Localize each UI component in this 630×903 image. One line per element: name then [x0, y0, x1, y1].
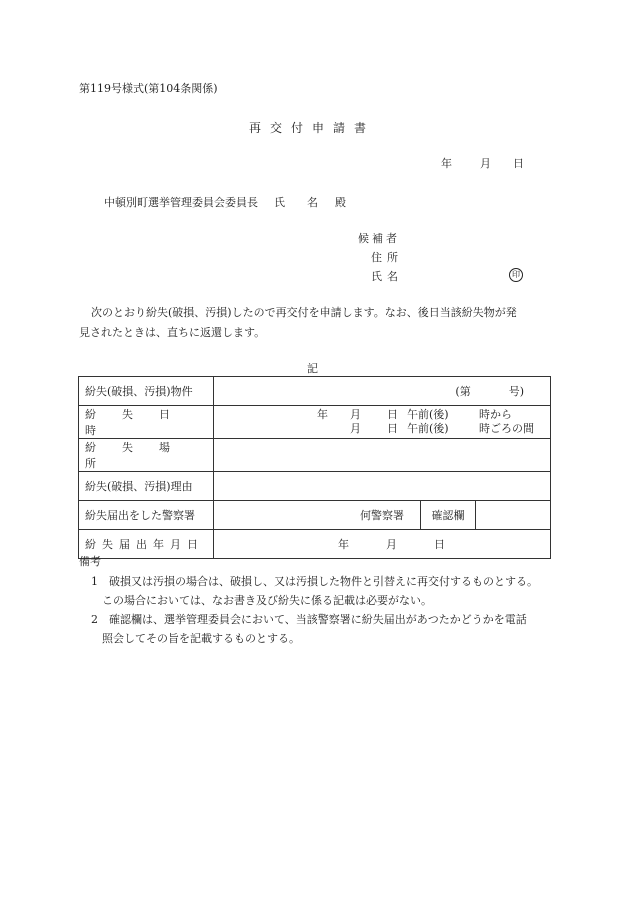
seal-icon: 印 [509, 268, 523, 282]
dt-day: 日 [387, 408, 398, 421]
table-row [79, 406, 551, 439]
reason-value[interactable] [214, 472, 551, 501]
notes [91, 572, 538, 648]
note-1-line1: 1 破損又は汚損の場合は、破損し、又は汚損した物件と引替えに再交付するものとする。 [91, 575, 538, 588]
date-day: 日 [513, 157, 524, 170]
dt-month: 月 [350, 408, 361, 421]
ki-heading: 記 [307, 362, 318, 375]
item-label: 紛失(破損、汚損)物件 [79, 377, 214, 406]
police-label: 紛失届出をした警察署 [79, 501, 214, 530]
dt-year: 年 [317, 408, 328, 421]
applicant-role: 候補者 [358, 232, 400, 245]
lost-place-label: 紛失場所 [79, 439, 214, 472]
seal-mark [509, 267, 523, 282]
dt-from: 時から [479, 408, 512, 421]
notes-heading: 備考 [79, 555, 101, 568]
lost-place-value[interactable] [214, 439, 551, 472]
lost-datetime-value[interactable] [214, 406, 551, 439]
body-text-line1: 次のとおり紛失(破損、汚損)したので再交付を申請します。なお、後日当該紛失物が発 [91, 306, 517, 319]
report-date-value[interactable] [214, 530, 551, 559]
date-year: 年 [441, 157, 452, 170]
rd-year: 年 [338, 538, 349, 551]
body-text-line2: 見されたときは、直ちに返還します。 [79, 326, 266, 339]
addressee-name: 氏 名 [274, 196, 318, 209]
application-table [78, 376, 551, 559]
item-value[interactable] [214, 377, 551, 406]
note-2-line2: 照会してその旨を記載するものとする。 [102, 632, 300, 645]
table-row [79, 472, 551, 501]
applicant-address-label: 住所 [371, 251, 403, 264]
table-row [79, 530, 551, 559]
note-1-line2: この場合においては、なお書き及び紛失に係る記載は必要がない。 [102, 594, 432, 607]
confirm-label: 確認欄 [420, 501, 476, 529]
rd-day: 日 [434, 538, 445, 551]
dt-ampm: 午前(後) [407, 408, 449, 421]
date-month: 月 [480, 157, 491, 170]
applicant-name-label: 氏名 [371, 270, 403, 283]
table-row [79, 377, 551, 406]
rd-month: 月 [386, 538, 397, 551]
dt2-until: 時ごろの間 [479, 422, 534, 435]
confirm-box[interactable] [476, 501, 550, 529]
item-number-close: 号) [508, 385, 524, 398]
lost-datetime-label: 紛失日時 [79, 406, 214, 439]
police-value[interactable] [214, 501, 551, 530]
report-date-label: 紛失届出年月日 [79, 530, 214, 559]
dt2-ampm: 午前(後) [407, 422, 449, 435]
addressee-honorific: 殿 [335, 196, 346, 209]
dt2-day: 日 [387, 422, 398, 435]
note-2-line1: 2 確認欄は、選挙管理委員会において、当該警察署に紛失届出があつたかどうかを電話 [91, 613, 527, 626]
reason-label: 紛失(破損、汚損)理由 [79, 472, 214, 501]
item-number-open: (第 [455, 385, 471, 398]
table-row [79, 439, 551, 472]
addressee: 中頓別町選挙管理委員会委員長 [104, 196, 258, 209]
police-station: 何警察署 [360, 509, 404, 522]
dt2-month: 月 [350, 422, 361, 435]
form-number: 第119号様式(第104条関係) [79, 82, 218, 95]
table-row [79, 501, 551, 530]
page-title: 再交付申請書 [249, 121, 376, 135]
